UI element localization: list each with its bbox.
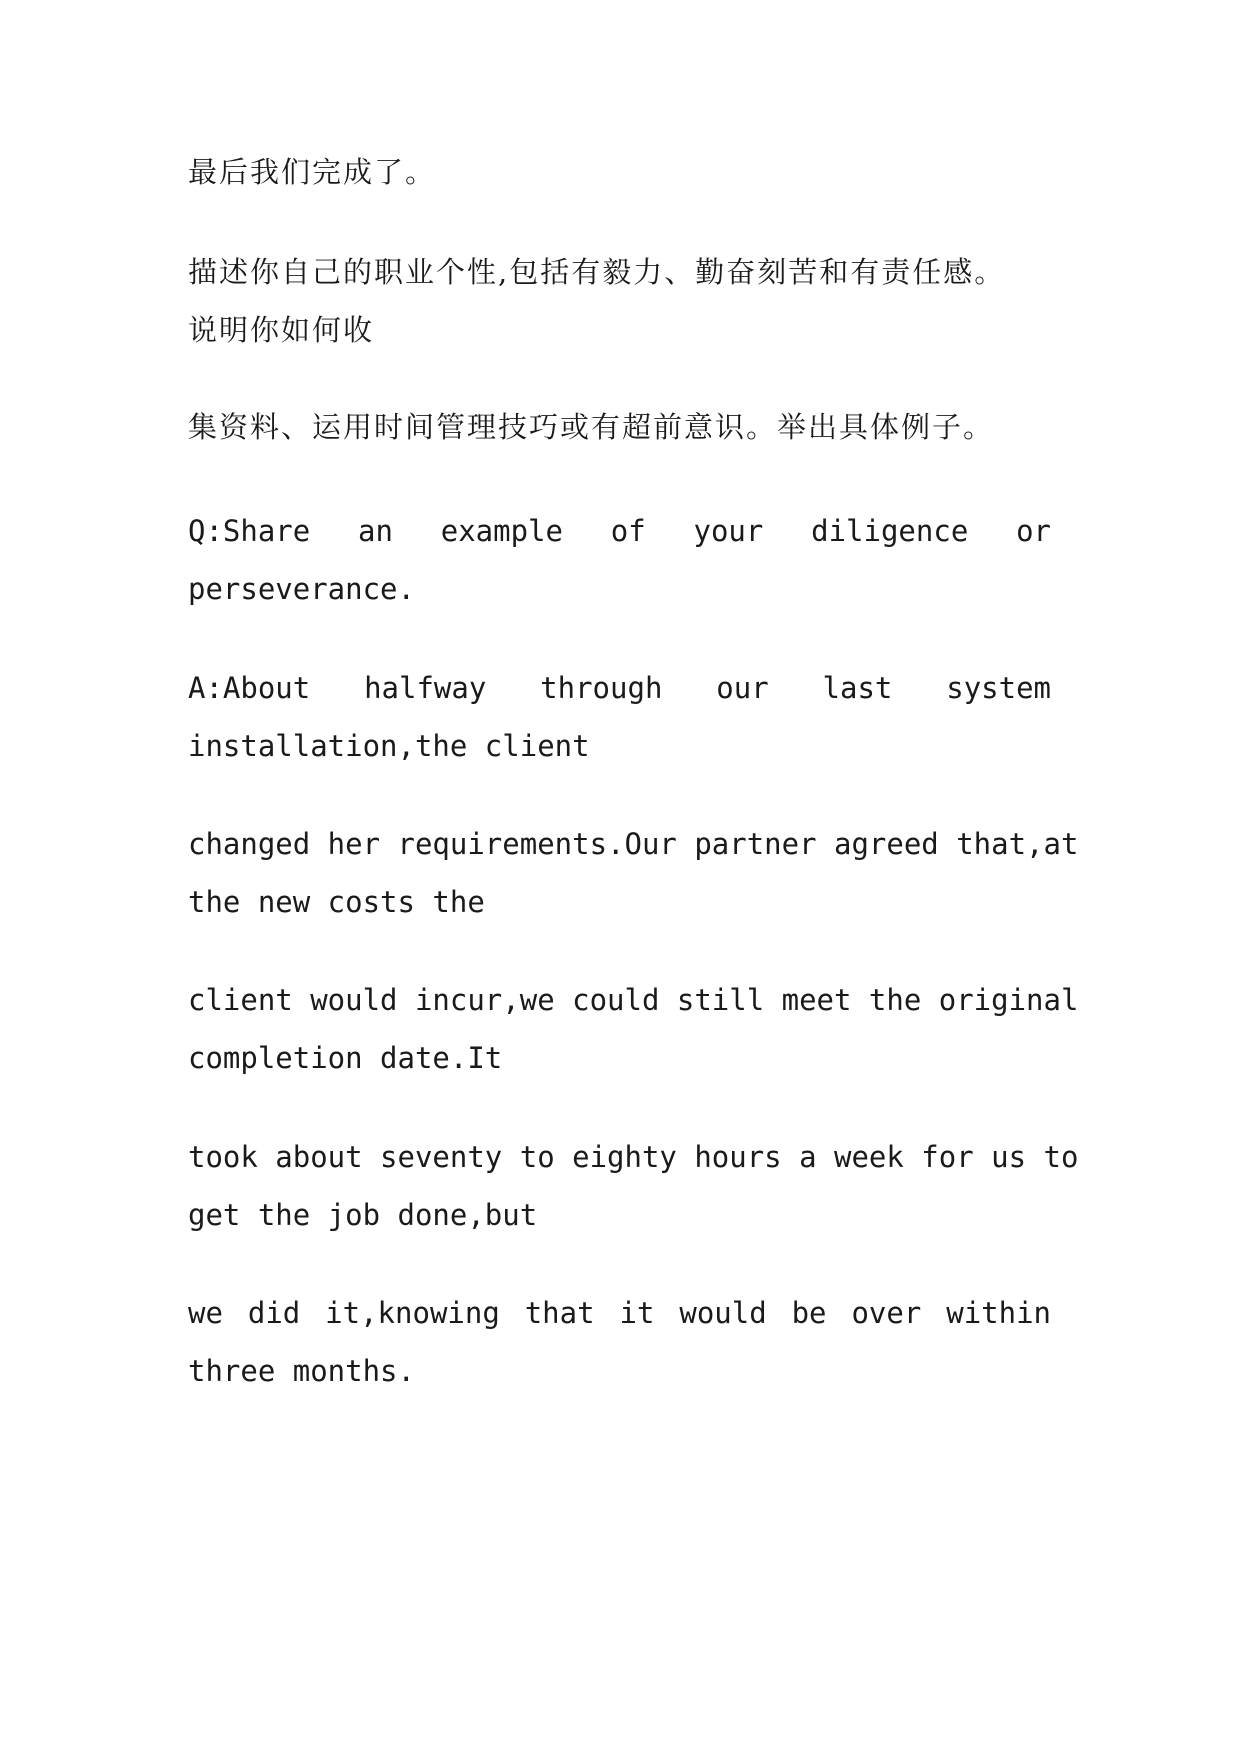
text-line: 描述你自己的职业个性,包括有毅力、勤奋刻苦和有责任感。 — [188, 255, 1006, 289]
answer-paragraph-5 — [188, 1284, 1051, 1400]
text-line: client would incur,we could still meet the original — [188, 983, 1079, 1017]
text-line: 说明你如何收 — [188, 313, 375, 347]
answer-paragraph-2 — [188, 815, 1079, 931]
paragraph-conclusion — [188, 143, 1051, 201]
question-paragraph — [188, 502, 1051, 618]
answer-paragraph-4 — [188, 1128, 1079, 1244]
text-line: 最后我们完成了。 — [188, 155, 437, 189]
paragraph-describe-personality — [188, 243, 1051, 359]
answer-paragraph-3 — [188, 971, 1079, 1087]
text-line: we did it,knowing that it would be over within — [188, 1296, 1051, 1330]
text-line: took about seventy to eighty hours a week for us to — [188, 1140, 1079, 1174]
text-line: get the job done,but — [188, 1198, 538, 1232]
text-line: Q:Share an example of your diligence or — [188, 514, 1051, 548]
paragraph-give-example — [188, 398, 1051, 456]
text-line: three months. — [188, 1354, 415, 1388]
answer-paragraph-1 — [188, 659, 1051, 775]
text-line: A:About halfway through our last system — [188, 671, 1051, 705]
text-line: completion date.It — [188, 1041, 503, 1075]
text-line: installation,the client — [188, 729, 590, 763]
text-line: changed her requirements.Our partner agreed that,at — [188, 827, 1079, 861]
text-line: the new costs the — [188, 885, 485, 919]
text-line: 集资料、运用时间管理技巧或有超前意识。举出具体例子。 — [188, 410, 995, 444]
text-line: perseverance. — [188, 572, 415, 606]
